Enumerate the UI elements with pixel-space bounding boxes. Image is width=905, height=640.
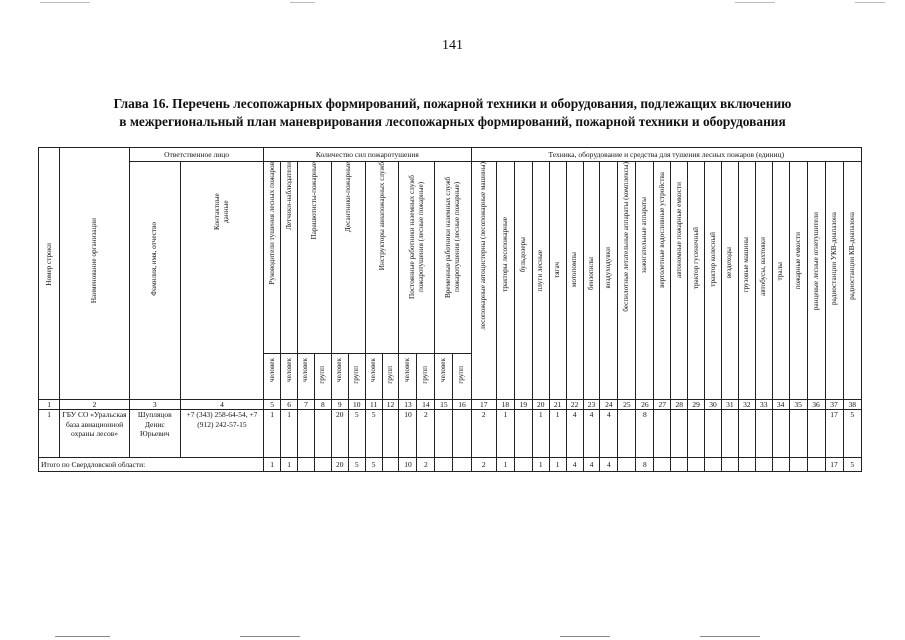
value-cell — [705, 458, 722, 472]
value-cell — [721, 410, 738, 458]
value-cell: 1 — [264, 458, 281, 472]
unit-person: человек — [264, 354, 281, 400]
value-cell — [738, 410, 755, 458]
column-number: 15 — [435, 400, 453, 410]
row-number: 1 — [39, 410, 60, 458]
header-equipment-col: радиостанции КВ-диапазона — [843, 162, 862, 400]
unit-group: групп — [382, 354, 399, 400]
column-number: 16 — [453, 400, 471, 410]
value-cell — [738, 458, 755, 472]
scan-line — [700, 636, 760, 637]
header-equipment-col: плуги лесные — [532, 162, 549, 400]
value-cell: 1 — [496, 458, 514, 472]
column-number: 36 — [807, 400, 825, 410]
value-cell: 1 — [264, 410, 281, 458]
header-equipment-col: тягач — [549, 162, 566, 400]
header-equipment-col: трактор колесный — [705, 162, 722, 400]
column-number: 8 — [314, 400, 331, 410]
column-number: 35 — [789, 400, 807, 410]
value-cell: 20 — [331, 410, 348, 458]
title-line-1: Глава 16. Перечень лесопожарных формирований, пожарной техники и оборудования, подлежащих включению — [113, 96, 792, 111]
value-cell: 4 — [583, 458, 600, 472]
unit-person: человек — [399, 354, 417, 400]
column-number: 38 — [843, 400, 862, 410]
value-cell — [514, 458, 532, 472]
header-forces-col: Десантники-пожарные — [331, 162, 365, 354]
value-cell: 1 — [281, 410, 298, 458]
value-cell: 4 — [566, 410, 583, 458]
value-cell — [705, 410, 722, 458]
value-cell — [688, 410, 705, 458]
unit-person: человек — [281, 354, 298, 400]
value-cell — [382, 410, 399, 458]
value-cell — [435, 458, 453, 472]
header-equipment-col: пожарные емкости — [789, 162, 807, 400]
header-forces-col: Постоянные работники наземных служб пожаротушения (лесные пожарные) — [399, 162, 435, 354]
value-cell: 1 — [532, 410, 549, 458]
value-cell: 10 — [399, 410, 417, 458]
column-number: 5 — [264, 400, 281, 410]
value-cell: 2 — [471, 410, 496, 458]
header-equipment: Техника, оборудование и средства для тушения лесных пожаров (единиц) — [471, 148, 862, 162]
column-number: 23 — [583, 400, 600, 410]
value-cell — [671, 458, 688, 472]
header-forces-col: Временные работники наземных служб пожаротушения (лесные пожарные) — [435, 162, 471, 354]
column-number: 4 — [180, 400, 264, 410]
value-cell — [453, 458, 471, 472]
column-number: 18 — [496, 400, 514, 410]
value-cell: 5 — [365, 410, 382, 458]
header-equipment-col: грузовые машины — [738, 162, 755, 400]
column-number: 26 — [636, 400, 654, 410]
column-number: 20 — [532, 400, 549, 410]
column-number: 29 — [688, 400, 705, 410]
value-cell: 8 — [636, 410, 654, 458]
value-cell — [688, 458, 705, 472]
scan-line — [855, 2, 885, 3]
column-number: 33 — [755, 400, 772, 410]
column-numbers-row — [39, 400, 862, 410]
scan-line — [40, 2, 90, 3]
header-equipment-col: мотопомпы — [566, 162, 583, 400]
column-number: 10 — [348, 400, 365, 410]
column-number: 9 — [331, 400, 348, 410]
value-cell — [721, 458, 738, 472]
value-cell — [382, 458, 399, 472]
column-number: 31 — [721, 400, 738, 410]
header-equipment-col: ранцевые лесные огнетушители — [807, 162, 825, 400]
header-equipment-col: бульдозеры — [514, 162, 532, 400]
value-cell: 2 — [417, 410, 435, 458]
unit-group: групп — [417, 354, 435, 400]
column-number: 13 — [399, 400, 417, 410]
value-cell — [618, 410, 636, 458]
value-cell — [772, 458, 789, 472]
header-contacts: Контактные данные — [180, 162, 264, 400]
header-equipment-col: автономные пожарные емкости — [671, 162, 688, 400]
total-row — [39, 458, 862, 472]
column-number: 1 — [39, 400, 60, 410]
column-number: 19 — [514, 400, 532, 410]
value-cell: 17 — [825, 410, 843, 458]
scan-line — [240, 636, 300, 637]
scan-line — [735, 2, 775, 3]
value-cell: 2 — [471, 458, 496, 472]
column-number: 3 — [129, 400, 180, 410]
value-cell — [789, 410, 807, 458]
value-cell — [435, 410, 453, 458]
header-forces-col: Руководители тушения лесных пожаров — [264, 162, 281, 354]
column-number: 12 — [382, 400, 399, 410]
value-cell — [807, 458, 825, 472]
header-equipment-col: вертолетные водосливные устройства — [654, 162, 671, 400]
header-fio: Фамилия, имя, отчество — [129, 162, 180, 400]
value-cell: 1 — [496, 410, 514, 458]
column-number: 32 — [738, 400, 755, 410]
column-number: 30 — [705, 400, 722, 410]
value-cell: 1 — [532, 458, 549, 472]
column-number: 14 — [417, 400, 435, 410]
value-cell: 4 — [566, 458, 583, 472]
column-number: 37 — [825, 400, 843, 410]
value-cell — [755, 458, 772, 472]
value-cell: 4 — [583, 410, 600, 458]
page-number: 141 — [442, 38, 463, 53]
header-equipment-col: зажигательные аппараты — [636, 162, 654, 400]
column-number: 2 — [60, 400, 130, 410]
header-equipment-col: вездеходы — [721, 162, 738, 400]
column-number: 24 — [600, 400, 618, 410]
header-responsible: Ответственное лицо — [129, 148, 263, 162]
fio-cell: Шупляцов Денис Юрьевич — [129, 410, 180, 458]
unit-person: человек — [365, 354, 382, 400]
header-org-name: Наименование организации — [60, 148, 130, 400]
unit-group: групп — [453, 354, 471, 400]
scan-line — [290, 2, 315, 3]
column-number: 27 — [654, 400, 671, 410]
table-row — [39, 410, 862, 458]
column-number: 34 — [772, 400, 789, 410]
column-number: 17 — [471, 400, 496, 410]
header-equipment-col: лесопожарные автоцистерны (лесопожарные машины) — [471, 162, 496, 400]
value-cell: 1 — [549, 410, 566, 458]
chapter-title — [20, 95, 885, 131]
value-cell — [755, 410, 772, 458]
value-cell: 4 — [600, 458, 618, 472]
value-cell — [314, 410, 331, 458]
header-forces: Количество сил пожаротушения — [264, 148, 471, 162]
value-cell — [298, 410, 315, 458]
unit-group: групп — [314, 354, 331, 400]
value-cell: 5 — [348, 410, 365, 458]
header-equipment-col: трактор гусеничный — [688, 162, 705, 400]
value-cell — [807, 410, 825, 458]
header-equipment-col: бензопилы — [583, 162, 600, 400]
value-cell — [654, 410, 671, 458]
scan-line — [55, 636, 110, 637]
header-row-number: Номер строки — [39, 148, 60, 400]
header-equipment-col: тракторы лесопожарные — [496, 162, 514, 400]
column-number: 21 — [549, 400, 566, 410]
value-cell: 5 — [843, 410, 862, 458]
scan-line — [560, 636, 610, 637]
header-equipment-col: радиостанции УКВ-диапазона — [825, 162, 843, 400]
value-cell: 10 — [399, 458, 417, 472]
value-cell: 17 — [825, 458, 843, 472]
org-name-cell: ГБУ СО «Уральская база авиационной охраны лесов» — [60, 410, 130, 458]
value-cell: 5 — [365, 458, 382, 472]
header-forces-col: Летчики-наблюдатели — [281, 162, 298, 354]
column-number: 6 — [281, 400, 298, 410]
value-cell: 2 — [417, 458, 435, 472]
column-number: 25 — [618, 400, 636, 410]
contacts-cell: +7 (343) 258-64-54, +7 (912) 242-57-15 — [180, 410, 264, 458]
value-cell — [618, 458, 636, 472]
value-cell — [789, 458, 807, 472]
value-cell: 8 — [636, 458, 654, 472]
unit-person: человек — [331, 354, 348, 400]
header-equipment-col: воздуходувки — [600, 162, 618, 400]
value-cell — [671, 410, 688, 458]
total-label: Итого по Свердловской области: — [39, 458, 264, 472]
column-number: 22 — [566, 400, 583, 410]
unit-group: групп — [348, 354, 365, 400]
value-cell — [298, 458, 315, 472]
unit-person: человек — [435, 354, 453, 400]
value-cell: 4 — [600, 410, 618, 458]
header-equipment-col: тралы — [772, 162, 789, 400]
column-number: 7 — [298, 400, 315, 410]
formations-table — [38, 147, 862, 472]
column-number: 28 — [671, 400, 688, 410]
value-cell: 1 — [281, 458, 298, 472]
column-number: 11 — [365, 400, 382, 410]
value-cell: 5 — [348, 458, 365, 472]
value-cell — [314, 458, 331, 472]
value-cell — [453, 410, 471, 458]
value-cell: 5 — [843, 458, 862, 472]
value-cell — [772, 410, 789, 458]
value-cell: 1 — [549, 458, 566, 472]
value-cell: 20 — [331, 458, 348, 472]
value-cell — [654, 458, 671, 472]
header-forces-col: Инструкторы авиапожарных служб — [365, 162, 399, 354]
value-cell — [514, 410, 532, 458]
title-line-2: в межрегиональный план маневрирования лесопожарных формирований, пожарной техники и оборудования — [119, 114, 786, 129]
header-equipment-col: беспилотные летательные аппараты (комплексы) — [618, 162, 636, 400]
header-forces-col: Парашютисты-пожарные — [298, 162, 332, 354]
header-equipment-col: автобусы, вахтовки — [755, 162, 772, 400]
unit-person: человек — [298, 354, 315, 400]
